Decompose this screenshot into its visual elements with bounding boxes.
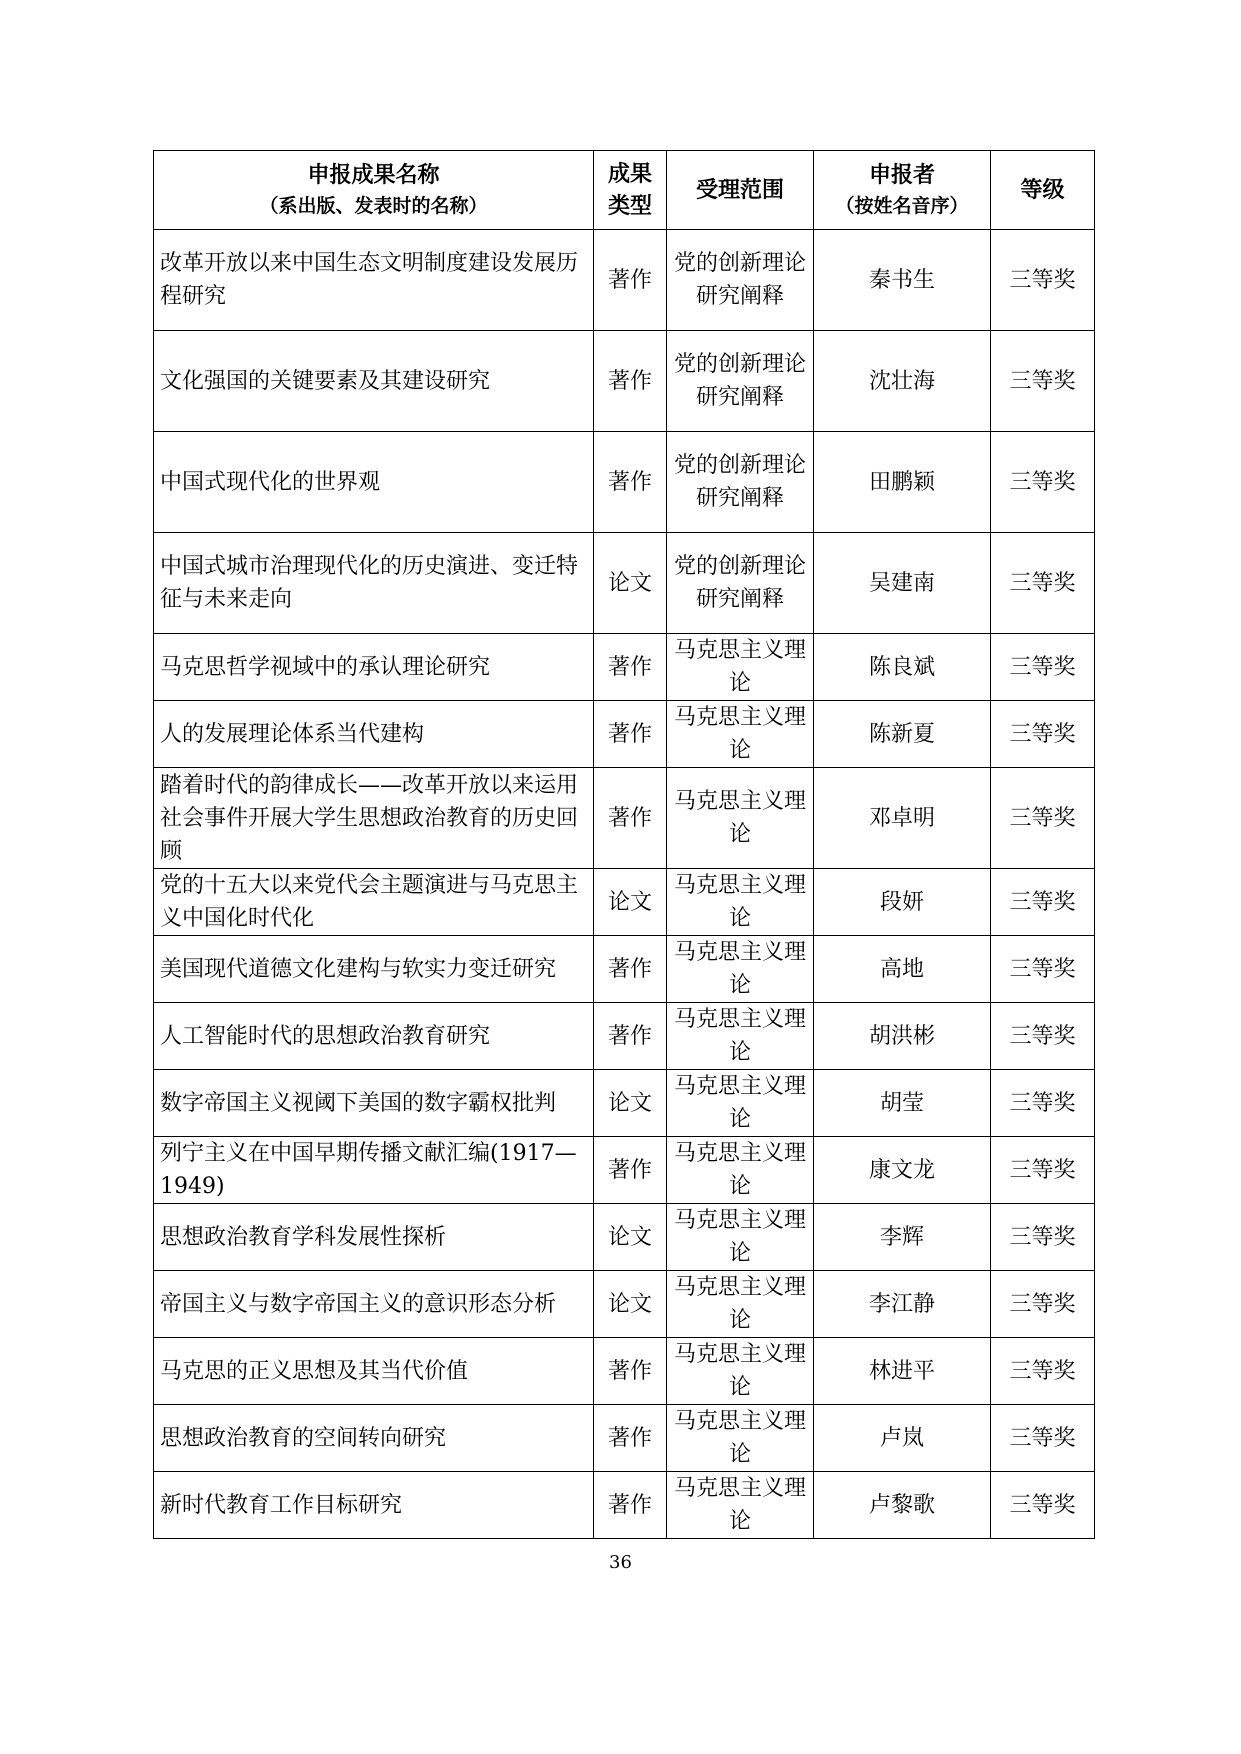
- cell-title: 列宁主义在中国早期传播文献汇编(1917—1949): [154, 1137, 594, 1204]
- cell-title: 人的发展理论体系当代建构: [154, 701, 594, 768]
- cell-level: 三等奖: [991, 432, 1095, 533]
- cell-scope: 马克思主义理论: [667, 1405, 814, 1472]
- header-author-label: 申报者: [868, 162, 935, 188]
- table-header-row: [154, 151, 1095, 230]
- cell-level: 三等奖: [991, 634, 1095, 701]
- cell-title: 数字帝国主义视阈下美国的数字霸权批判: [154, 1070, 594, 1137]
- cell-title: 思想政治教育学科发展性探析: [154, 1204, 594, 1271]
- cell-type: 论文: [594, 1204, 667, 1271]
- cell-title: 中国式现代化的世界观: [154, 432, 594, 533]
- cell-author: 段妍: [814, 869, 991, 936]
- header-title-note: （系出版、发表时的名称）: [259, 195, 488, 217]
- table-row: [154, 1003, 1095, 1070]
- cell-scope: 党的创新理论研究阐释: [667, 432, 814, 533]
- cell-author: 胡洪彬: [814, 1003, 991, 1070]
- cell-scope: 党的创新理论研究阐释: [667, 331, 814, 432]
- table-row: [154, 1204, 1095, 1271]
- cell-title: 帝国主义与数字帝国主义的意识形态分析: [154, 1271, 594, 1338]
- cell-type: 著作: [594, 768, 667, 869]
- cell-type: 论文: [594, 1070, 667, 1137]
- cell-title: 马克思的正义思想及其当代价值: [154, 1338, 594, 1405]
- table-row: [154, 230, 1095, 331]
- cell-type: 著作: [594, 331, 667, 432]
- cell-type: 著作: [594, 701, 667, 768]
- cell-type: 著作: [594, 1405, 667, 1472]
- cell-level: 三等奖: [991, 1137, 1095, 1204]
- cell-type: 著作: [594, 1338, 667, 1405]
- cell-author: 邓卓明: [814, 768, 991, 869]
- table-row: [154, 1472, 1095, 1539]
- cell-title: 美国现代道德文化建构与软实力变迁研究: [154, 936, 594, 1003]
- cell-level: 三等奖: [991, 1070, 1095, 1137]
- table-row: [154, 1271, 1095, 1338]
- cell-title: 文化强国的关键要素及其建设研究: [154, 331, 594, 432]
- cell-title: 马克思哲学视域中的承认理论研究: [154, 634, 594, 701]
- header-title: [154, 151, 594, 230]
- cell-author: 胡莹: [814, 1070, 991, 1137]
- table-row: [154, 432, 1095, 533]
- table-row: [154, 701, 1095, 768]
- cell-scope: 马克思主义理论: [667, 1338, 814, 1405]
- cell-type: 著作: [594, 432, 667, 533]
- header-type: 成果类型: [594, 151, 667, 230]
- cell-type: 著作: [594, 1003, 667, 1070]
- cell-author: 高地: [814, 936, 991, 1003]
- cell-level: 三等奖: [991, 1271, 1095, 1338]
- cell-scope: 马克思主义理论: [667, 1204, 814, 1271]
- cell-scope: 马克思主义理论: [667, 1137, 814, 1204]
- page-number: 36: [609, 1552, 632, 1573]
- cell-scope: 马克思主义理论: [667, 634, 814, 701]
- cell-type: 著作: [594, 1472, 667, 1539]
- cell-author: 陈新夏: [814, 701, 991, 768]
- cell-author: 李江静: [814, 1271, 991, 1338]
- cell-scope: 党的创新理论研究阐释: [667, 230, 814, 331]
- cell-author: 陈良斌: [814, 634, 991, 701]
- cell-title: 踏着时代的韵律成长——改革开放以来运用社会事件开展大学生思想政治教育的历史回顾: [154, 768, 594, 869]
- cell-level: 三等奖: [991, 701, 1095, 768]
- table-row: [154, 869, 1095, 936]
- table-row: [154, 1070, 1095, 1137]
- cell-author: 吴建南: [814, 533, 991, 634]
- cell-title: 新时代教育工作目标研究: [154, 1472, 594, 1539]
- cell-author: 林进平: [814, 1338, 991, 1405]
- header-author: [814, 151, 991, 230]
- header-scope: 受理范围: [667, 151, 814, 230]
- cell-title: 中国式城市治理现代化的历史演进、变迁特征与未来走向: [154, 533, 594, 634]
- cell-scope: 党的创新理论研究阐释: [667, 533, 814, 634]
- cell-level: 三等奖: [991, 1003, 1095, 1070]
- cell-level: 三等奖: [991, 533, 1095, 634]
- cell-scope: 马克思主义理论: [667, 1472, 814, 1539]
- cell-type: 著作: [594, 230, 667, 331]
- cell-author: 卢岚: [814, 1405, 991, 1472]
- awards-table: [153, 150, 1095, 1539]
- cell-title: 人工智能时代的思想政治教育研究: [154, 1003, 594, 1070]
- cell-title: 思想政治教育的空间转向研究: [154, 1405, 594, 1472]
- cell-title: 改革开放以来中国生态文明制度建设发展历程研究: [154, 230, 594, 331]
- cell-type: 著作: [594, 936, 667, 1003]
- table-row: [154, 768, 1095, 869]
- cell-level: 三等奖: [991, 869, 1095, 936]
- cell-level: 三等奖: [991, 1405, 1095, 1472]
- cell-scope: 马克思主义理论: [667, 1070, 814, 1137]
- cell-level: 三等奖: [991, 331, 1095, 432]
- cell-type: 论文: [594, 869, 667, 936]
- header-level: 等级: [991, 151, 1095, 230]
- cell-type: 论文: [594, 533, 667, 634]
- table-row: [154, 1338, 1095, 1405]
- table-row: [154, 1405, 1095, 1472]
- cell-scope: 马克思主义理论: [667, 869, 814, 936]
- table-row: [154, 331, 1095, 432]
- cell-author: 沈壮海: [814, 331, 991, 432]
- table-row: [154, 936, 1095, 1003]
- cell-author: 李辉: [814, 1204, 991, 1271]
- cell-author: 秦书生: [814, 230, 991, 331]
- cell-author: 田鹏颖: [814, 432, 991, 533]
- cell-level: 三等奖: [991, 1338, 1095, 1405]
- cell-level: 三等奖: [991, 230, 1095, 331]
- table-row: [154, 1137, 1095, 1204]
- cell-scope: 马克思主义理论: [667, 768, 814, 869]
- table-row: [154, 533, 1095, 634]
- header-author-note: （按姓名音序）: [835, 195, 969, 217]
- table-row: [154, 634, 1095, 701]
- cell-type: 著作: [594, 634, 667, 701]
- cell-level: 三等奖: [991, 936, 1095, 1003]
- cell-scope: 马克思主义理论: [667, 701, 814, 768]
- cell-level: 三等奖: [991, 1204, 1095, 1271]
- cell-author: 康文龙: [814, 1137, 991, 1204]
- cell-scope: 马克思主义理论: [667, 936, 814, 1003]
- header-title-label: 申报成果名称: [307, 162, 440, 188]
- cell-scope: 马克思主义理论: [667, 1271, 814, 1338]
- cell-type: 著作: [594, 1137, 667, 1204]
- cell-level: 三等奖: [991, 1472, 1095, 1539]
- cell-scope: 马克思主义理论: [667, 1003, 814, 1070]
- cell-level: 三等奖: [991, 768, 1095, 869]
- cell-author: 卢黎歌: [814, 1472, 991, 1539]
- cell-type: 论文: [594, 1271, 667, 1338]
- cell-title: 党的十五大以来党代会主题演进与马克思主义中国化时代化: [154, 869, 594, 936]
